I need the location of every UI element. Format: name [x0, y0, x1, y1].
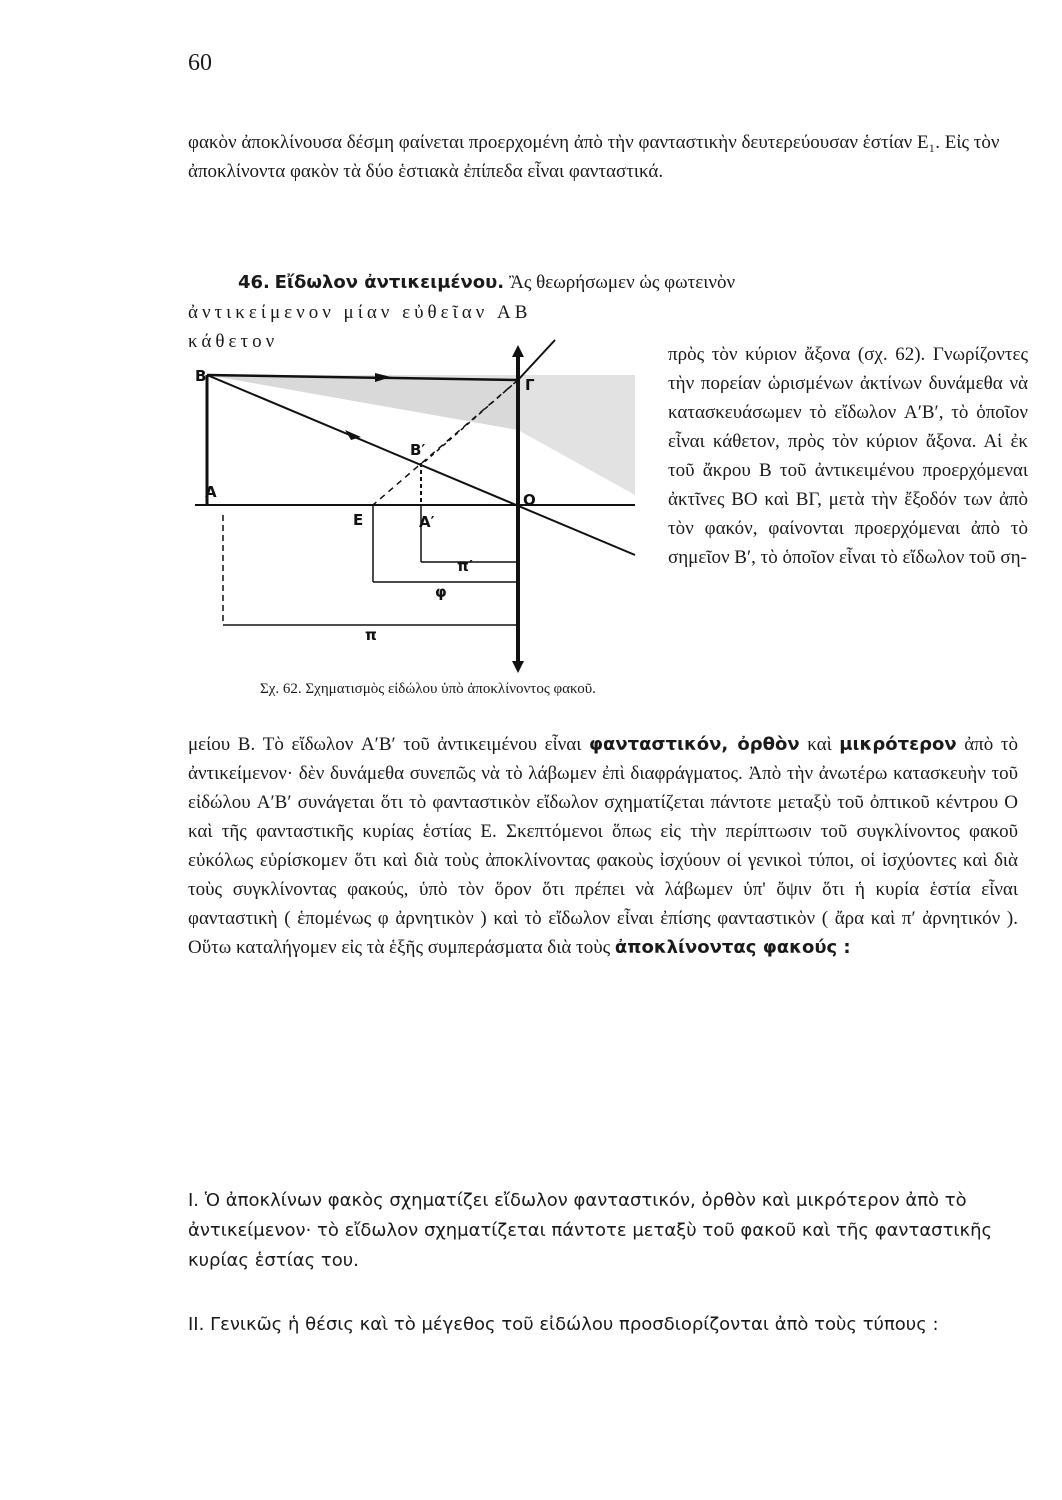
lens-top-arrow: [512, 345, 524, 357]
section-heading: [238, 268, 1028, 297]
lens-bottom-arrow: [512, 661, 524, 673]
label-E: E: [353, 511, 364, 529]
label-Bprime: B′: [410, 441, 426, 459]
cont-text-b: καὶ: [799, 734, 840, 755]
page-number: 60: [188, 50, 212, 76]
continuation-paragraph: [188, 730, 1018, 962]
figure-62-lens-diagram: [195, 335, 640, 680]
figure-caption: Σχ. 62. Σχηματισμὸς εἰδώλου ὑπὸ ἀποκλίνοντος φακοῦ.: [260, 681, 596, 697]
cont-bold-virtual-upright: φανταστικόν, ὀρθὸν: [588, 734, 800, 755]
conclusion-2: [188, 1310, 1018, 1340]
conclusion-1-text: Ὁ ἀποκλίνων φακὸς σχηματίζει εἴδωλον φανταστικόν, ὀρθὸν καὶ μικρότερον ἀπὸ τὸ ἀντικείμενον· τὸ εἴδωλον σχηματίζεται πάντοτε μεταξὺ τοῦ φακοῦ καὶ τῆς φανταστικῆς κυρίας ἑστίας του.: [188, 1190, 993, 1271]
heading-continuation: Ἂς θεωρήσωμεν ὡς φωτεινὸν: [508, 272, 736, 293]
label-phi: φ: [435, 583, 447, 601]
intro-line: ἀντικείμενον μίαν εὐθεῖαν AB κάθετον: [188, 302, 532, 352]
conclusion-1-number: I.: [188, 1190, 200, 1211]
refracted-ray: [518, 340, 555, 380]
side-paragraph: πρὸς τὸν κύριον ἄξονα (σχ. 62). Γνωρίζοντες τὴν πορείαν ὡρισμένων ἀκτίνων δυνάμεθα νὰ κατασκευάσωμεν τὸ εἴδωλον A′B′, τὸ ὁποῖον εἶναι κάθετον, πρὸς τὸν κύριον ἄξονα. Αἱ ἐκ τοῦ ἄκρου B τοῦ ἀντικειμένου προερχόμεναι ἀκτῖνες BO καὶ BΓ, μετὰ τὴν ἔξοδόν των ἀπὸ τὸν φακόν, φαίνονται προερχόμεναι ἀπὸ τὸ σημεῖον B′, τὸ ὁποῖον εἶναι τὸ εἴδωλον τοῦ ση-: [668, 344, 1028, 568]
label-pprime: π′: [457, 557, 473, 575]
label-B: B: [195, 367, 207, 385]
shaded-ray-region-lower: [207, 375, 518, 430]
paragraph-focal-planes: φακὸν ἀποκλίνουσα δέσμη φαίνεται προερχομένη ἀπὸ τὴν φανταστικὴν δευτερεύουσαν ἑστίαν E₁. Εἰς τὸν ἀποκλίνοντα φακὸν τὰ δύο ἑστιακὰ ἐπίπεδα εἶναι φανταστικά.: [188, 132, 1000, 182]
label-A: A: [205, 483, 217, 501]
label-pi: π: [365, 626, 377, 644]
cont-text-c: ἀπὸ τὸ ἀντικείμενον· δὲν δυνάμεθα συνεπῶς νὰ τὸ λάβωμεν ἐπὶ διαφράγματος. Ἀπὸ τὴν ἀνωτέρω κατασκευὴν τοῦ εἰδώλου A′B′ συνάγεται ὅτι τὸ φανταστικὸν εἴδωλον σχηματίζεται πάντοτε μεταξὺ τοῦ ὀπτικοῦ κέντρου O καὶ τῆς φανταστικῆς κυρίας ἑστίας E. Σκεπτόμενοι ὅπως εἰς τὴν περίπτωσιν τοῦ συγκλίνοντος φακοῦ εὐκόλως εὑρίσκομεν ὅτι καὶ διὰ τοὺς ἀποκλίνοντας φακοὺς ἰσχύουν οἱ γενικοὶ τύποι, οἱ ἰσχύοντες καὶ διὰ τοὺς συγκλίνοντας φακούς, ὑπὸ τὸν ὅρον ὅτι πρέπει νὰ λάβωμεν ὑπ' ὄψιν ὅτι ἡ κυρία ἑστία εἶναι φανταστικὴ ( ἑπομένως φ ἀρνητικὸν ) καὶ τὸ εἴδωλον εἶναι ἐπίσης φανταστικὸν ( ἄρα καὶ π′ ἀρνητικόν ). Οὕτω καταλήγομεν εἰς τὰ ἑξῆς συμπεράσματα διὰ τοὺς: [188, 734, 1018, 958]
label-Gamma: Γ: [525, 376, 535, 394]
cont-bold-diverging-lenses: ἀποκλίνοντας φακούς :: [614, 937, 851, 958]
label-Aprime: A′: [419, 513, 435, 531]
conclusion-1: [188, 1186, 1018, 1276]
section-number: 46.: [238, 272, 270, 293]
cont-bold-smaller: μικρότερον: [839, 734, 957, 755]
cont-text-a: μείου B. Τὸ εἴδωλον A′B′ τοῦ ἀντικειμένου εἶναι: [188, 734, 589, 755]
conclusion-2-text: Γενικῶς ἡ θέσις καὶ τὸ μέγεθος τοῦ εἰδώλου προσδιορίζονται ἀπὸ τοὺς τύπους :: [210, 1314, 939, 1335]
section-title: Εἴδωλον ἀντικειμένου.: [274, 272, 505, 293]
conclusion-2-number: II.: [188, 1314, 205, 1335]
label-O: O: [523, 491, 536, 509]
